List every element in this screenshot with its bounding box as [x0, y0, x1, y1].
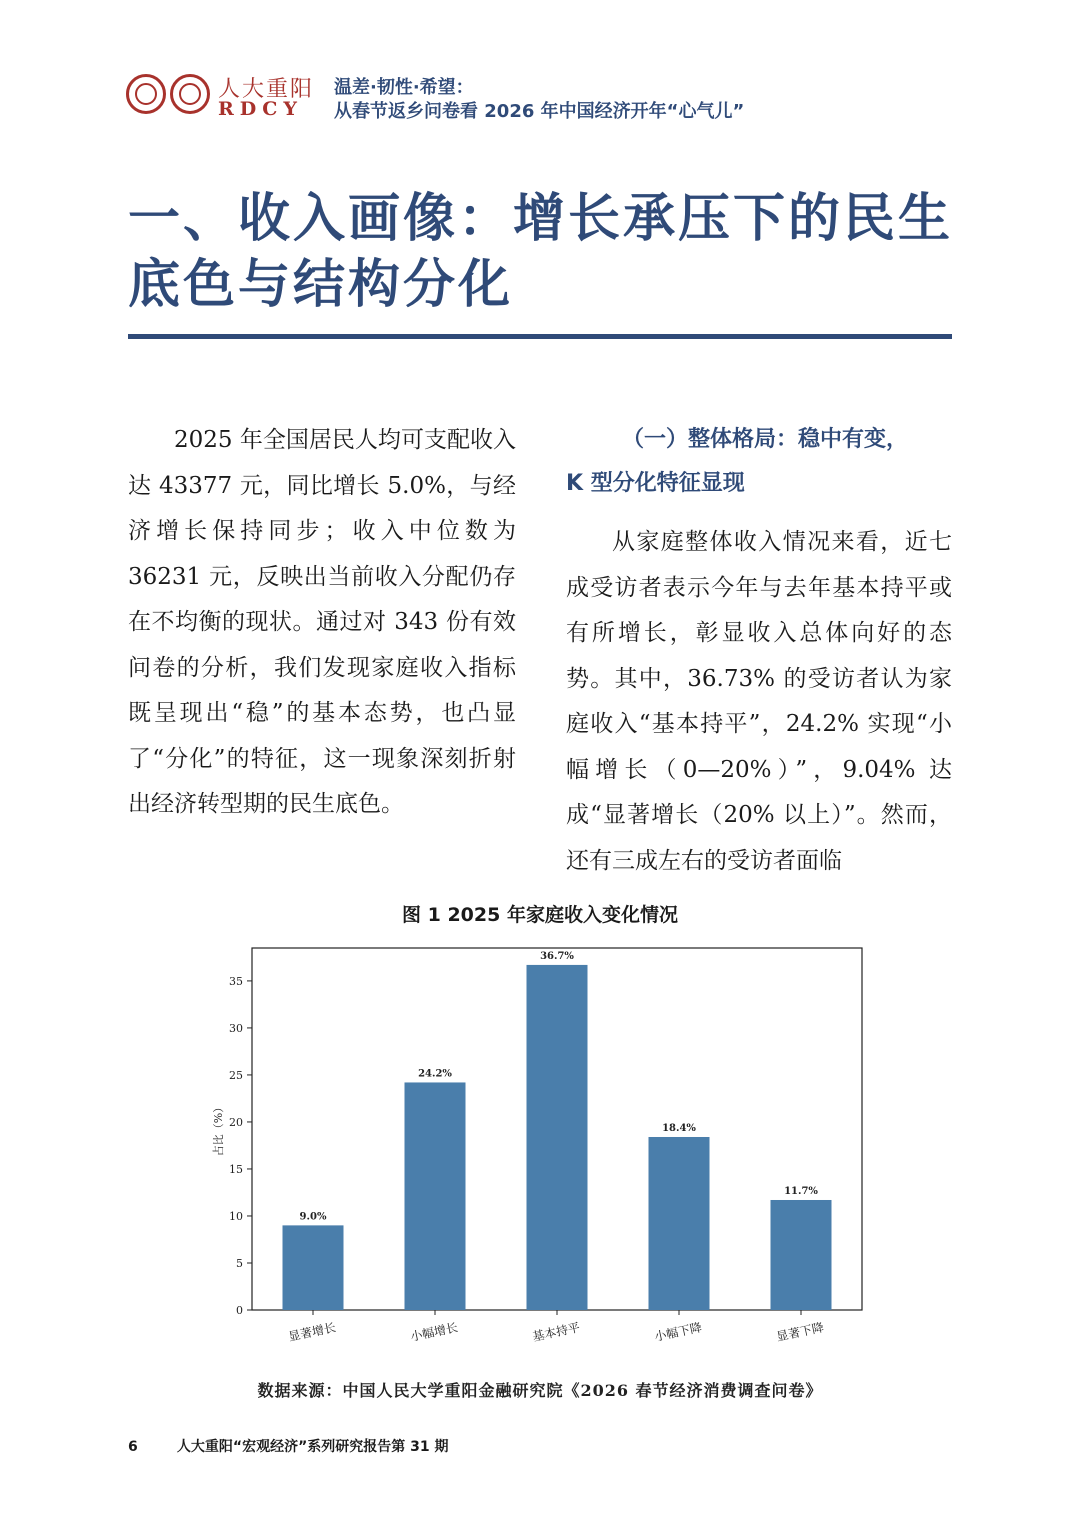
- running-header-line-2: 从春节返乡问卷看 2026 年中国经济开年“心气儿”: [334, 101, 745, 122]
- chapter-title-line-2: 底色与结构分化: [128, 255, 514, 315]
- bar-data-label: 9.0%: [299, 1211, 327, 1223]
- bar-data-label: 24.2%: [418, 1068, 452, 1080]
- left-column: [128, 418, 516, 828]
- bar-data-label: 36.7%: [540, 950, 574, 962]
- bar: [527, 965, 588, 1310]
- y-tick-label: 15: [229, 1162, 243, 1176]
- bar: [283, 1225, 344, 1310]
- title-divider: [128, 334, 952, 339]
- page-footer: [128, 1436, 449, 1456]
- x-tick-label: 显著增长: [287, 1320, 338, 1344]
- x-tick-label: 小幅下降: [653, 1320, 704, 1344]
- running-header-title: [334, 76, 744, 124]
- x-tick-label: 基本持平: [531, 1320, 582, 1344]
- income-change-bar-chart: [200, 940, 880, 1360]
- bar: [405, 1082, 466, 1310]
- rdcy-emblem-icon: [170, 74, 210, 114]
- bar-data-label: 18.4%: [662, 1122, 696, 1134]
- section-heading-line-2: K 型分化特征显现: [566, 471, 745, 496]
- renmin-university-emblem-icon: [126, 74, 166, 114]
- logo-english-text: RDCY: [218, 98, 303, 120]
- x-tick-label: 显著下降: [775, 1320, 826, 1344]
- y-tick-label: 0: [236, 1304, 243, 1317]
- running-header-line-1: 温差·韧性·希望：: [334, 77, 474, 98]
- rdcy-logo: [126, 74, 315, 122]
- section-heading-line-1: （一）整体格局：稳中有变，: [622, 427, 909, 452]
- x-tick-label: 小幅增长: [409, 1320, 460, 1344]
- y-tick-label: 25: [229, 1068, 243, 1082]
- y-tick-label: 35: [229, 974, 243, 988]
- y-tick-label: 20: [229, 1115, 243, 1129]
- right-column: [566, 418, 952, 884]
- chapter-title-line-1: 一、收入画像：增长承压下的民生: [128, 189, 954, 249]
- intro-paragraph: 2025 年全国居民人均可支配收入达 43377 元，同比增长 5.0%，与经济增长保持同步；收入中位数为 36231 元，反映出当前收入分配仍存在不均衡的现状。通过对 343 份有效问卷的分析，我们发现家庭收入指标既呈现出“稳”的基本态势，也凸显了“分化”的特征，这一现象深刻折射出经济转型期的民生底色。: [128, 427, 516, 817]
- figure-source: 数据来源：中国人民大学重阳金融研究院《2026 春节经济消费调查问卷》: [257, 1381, 823, 1400]
- chapter-title: [128, 186, 968, 318]
- figure-title: 图 1 2025 年家庭收入变化情况: [402, 904, 678, 926]
- bar-data-label: 11.7%: [784, 1185, 818, 1197]
- bar: [649, 1137, 710, 1310]
- logo-chinese-text: 人大重阳: [218, 77, 315, 102]
- y-axis-label: 占比（%）: [212, 1101, 225, 1157]
- section-heading: [566, 418, 952, 506]
- footer-series-text: 人大重阳“宏观经济”系列研究报告第 31 期: [176, 1439, 449, 1455]
- page-number: 6: [128, 1439, 138, 1455]
- bar: [771, 1200, 832, 1310]
- y-tick-label: 5: [236, 1256, 243, 1270]
- y-tick-label: 10: [229, 1209, 243, 1223]
- y-tick-label: 30: [229, 1021, 243, 1035]
- body-paragraph: 从家庭整体收入情况来看，近七成受访者表示今年与去年基本持平或有所增长，彰显收入总体向好的态势。其中，36.73% 的受访者认为家庭收入“基本持平”，24.2% 实现“小幅增长（0—20%）”，9.04% 达成“显著增长（20% 以上）”。然而，还有三成左右的受访者面临: [566, 529, 952, 874]
